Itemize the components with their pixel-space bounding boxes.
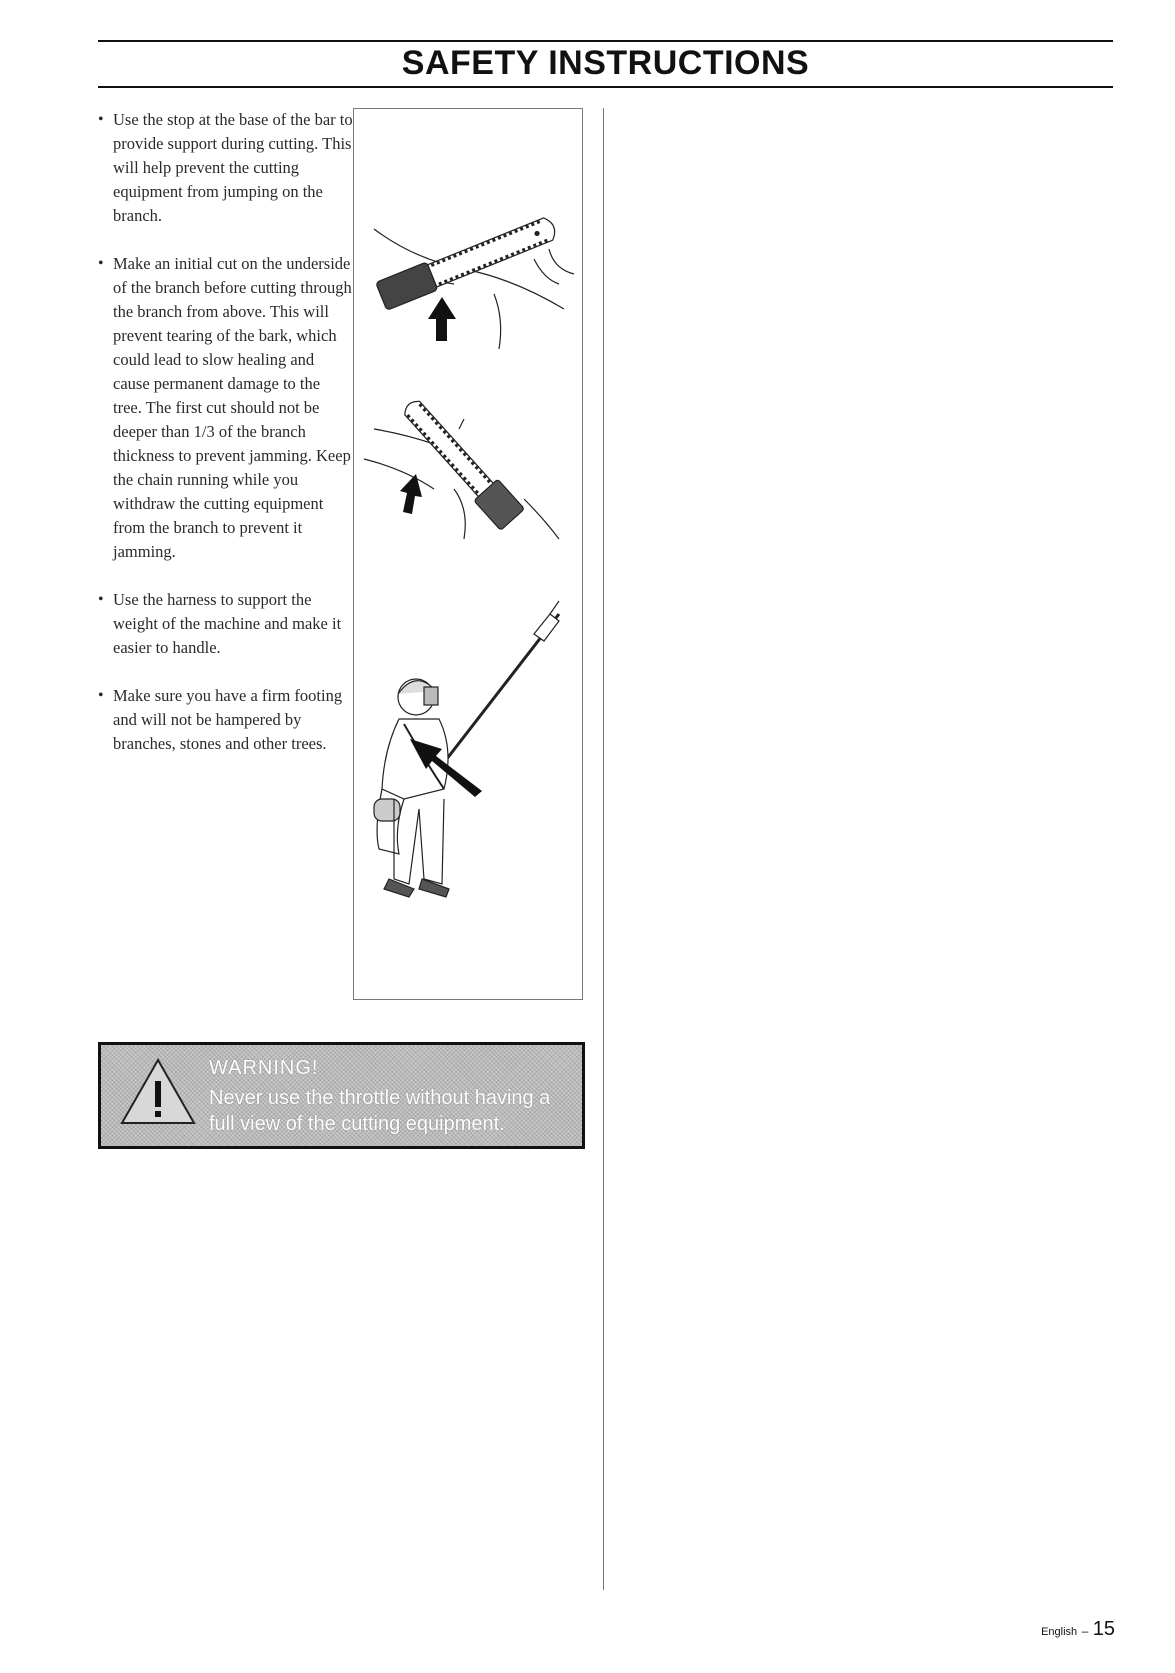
illustration-panel [353, 108, 583, 1000]
instruction-list [98, 108, 353, 780]
bullet-icon: • [98, 111, 104, 128]
header-rule-bottom [98, 86, 1113, 88]
instruction-item [98, 588, 353, 660]
illustration-branch-support [374, 213, 574, 349]
instruction-item [98, 252, 353, 564]
instruction-item [98, 684, 353, 756]
warning-triangle-icon [119, 1057, 197, 1127]
bullet-icon: • [98, 687, 104, 704]
arrow-icon [428, 297, 456, 341]
warning-text: Never use the throttle without having a full view of the cutting equipment. [209, 1087, 551, 1135]
illustration-svg [354, 109, 582, 999]
illustration-operator-harness [374, 601, 559, 897]
bullet-icon: • [98, 591, 104, 608]
instruction-item [98, 108, 353, 228]
warning-box [98, 1042, 585, 1149]
page-footer [1041, 1618, 1115, 1641]
footer-language: English [1041, 1626, 1078, 1638]
page-title: SAFETY INSTRUCTIONS [401, 43, 810, 82]
page-number: 15 [1092, 1618, 1115, 1640]
bullet-icon: • [98, 255, 104, 272]
instruction-text: Use the harness to support the weight of the machine and make it easier to handle. [113, 590, 342, 657]
column-divider [603, 108, 604, 1590]
instruction-text: Make sure you have a firm footing and will not be hampered by branches, stones and other trees. [113, 686, 343, 753]
illustration-top-cut [364, 394, 559, 539]
instruction-text: Make an initial cut on the underside of the branch before cutting through the branch from above. This will prevent tearing of the bark, which could lead to slow healing and cause permanent damage to the tree. The first cut should not be deeper than 1/3 of the branch thickness to prevent jamming. Keep the chain running while you withdraw the cutting equipment from the branch to prevent it jamming. [113, 254, 352, 561]
warning-title: WARNING! [209, 1057, 319, 1079]
instruction-text: Use the stop at the base of the bar to provide support during cutting. This will help prevent the cutting equipment from jumping on the branch. [113, 110, 353, 225]
footer-separator: – [1081, 1624, 1089, 1638]
